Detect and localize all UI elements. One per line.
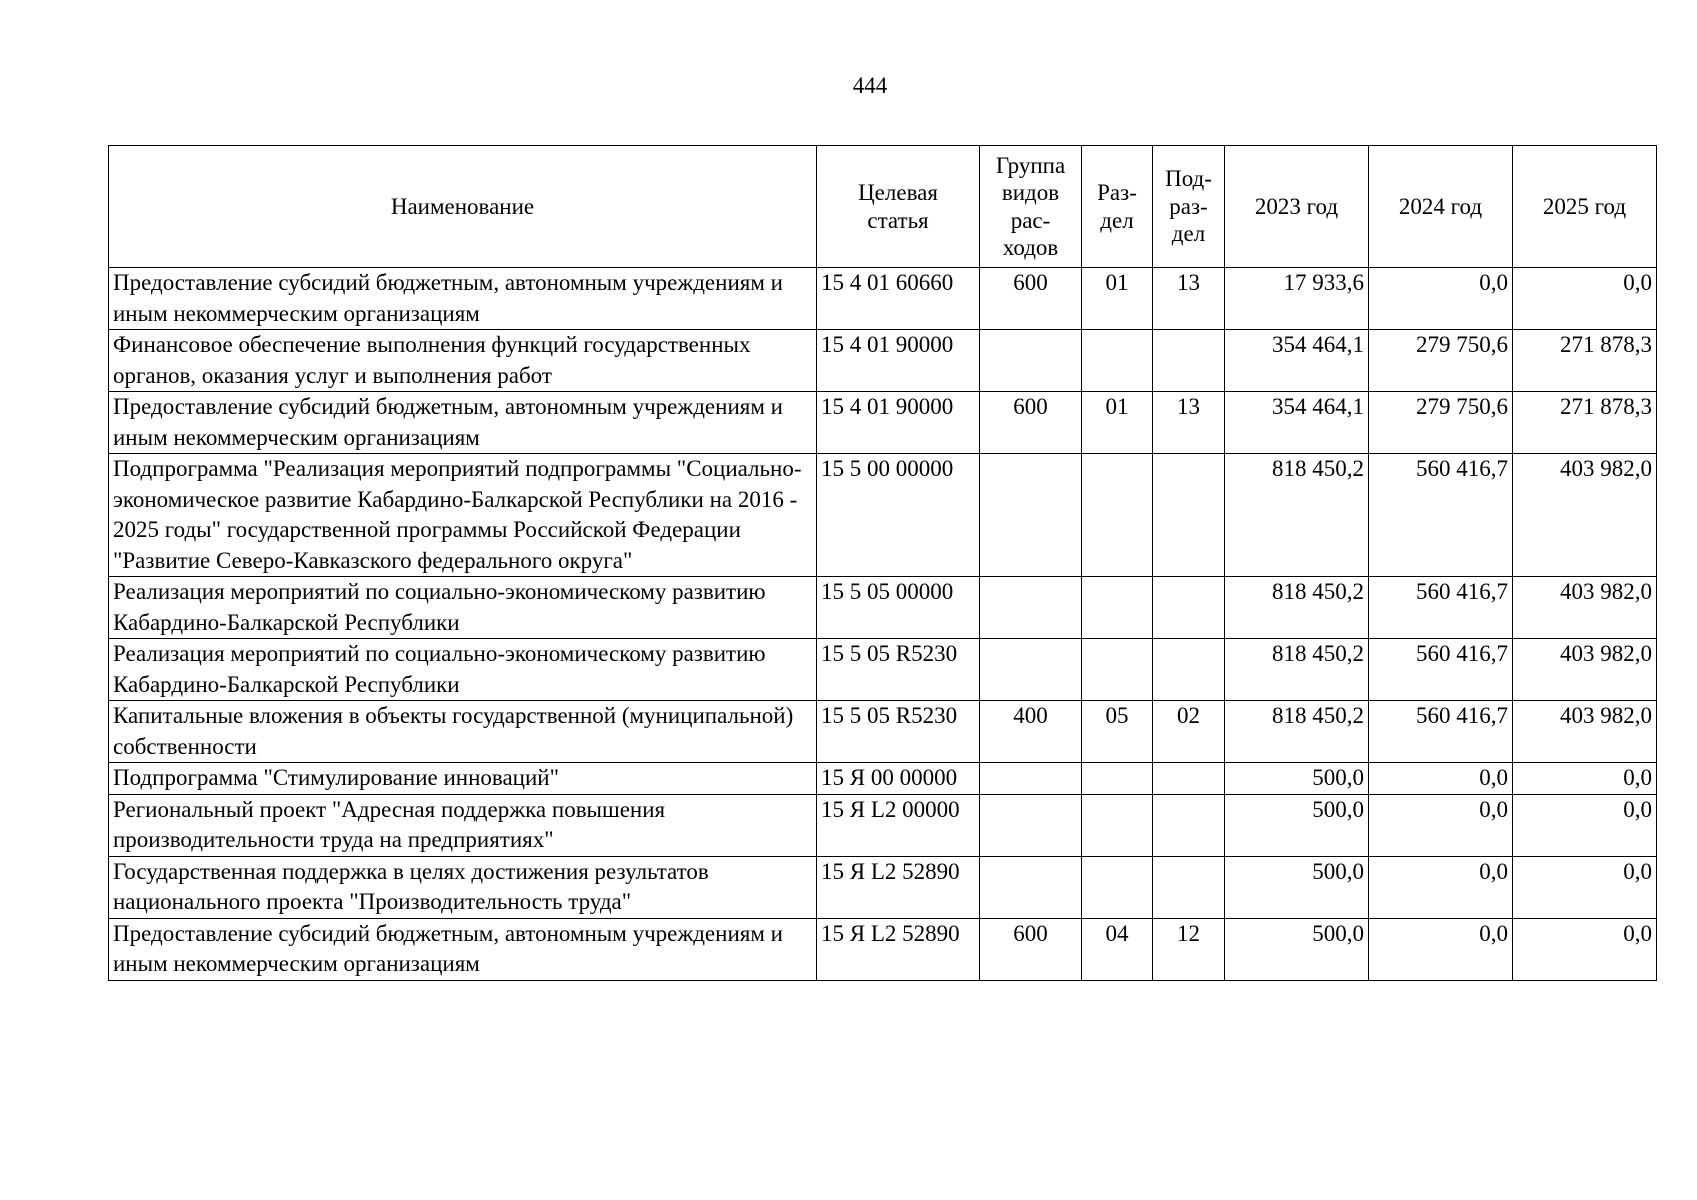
table-row <box>109 639 1657 701</box>
cell-group: 600 <box>980 918 1082 980</box>
cell-section <box>1082 763 1153 795</box>
cell-2024: 560 416,7 <box>1369 701 1513 763</box>
cell-name: Предоставление субсидий бюджетным, автономным учреждениям и иным некоммерческим организациям <box>109 268 817 330</box>
table-row <box>109 763 1657 795</box>
cell-2024: 0,0 <box>1369 763 1513 795</box>
cell-target: 15 4 01 90000 <box>817 392 980 454</box>
cell-2023: 500,0 <box>1225 856 1369 918</box>
header-section-text: Раз-дел <box>1097 180 1137 233</box>
cell-target: 15 5 05 R5230 <box>817 701 980 763</box>
cell-name: Региональный проект "Адресная поддержка повышения производительности труда на предприятиях" <box>109 794 817 856</box>
header-subsection-text: Под-раз-дел <box>1165 166 1212 247</box>
cell-section <box>1082 856 1153 918</box>
table-row <box>109 918 1657 980</box>
table-row <box>109 330 1657 392</box>
cell-target: 15 5 05 00000 <box>817 577 980 639</box>
cell-name: Финансовое обеспечение выполнения функций государственных органов, оказания услуг и выполнения работ <box>109 330 817 392</box>
cell-subsection <box>1153 577 1225 639</box>
cell-subsection <box>1153 856 1225 918</box>
cell-name: Подпрограмма "Стимулирование инноваций" <box>109 763 817 795</box>
cell-2024: 0,0 <box>1369 856 1513 918</box>
cell-2024: 279 750,6 <box>1369 330 1513 392</box>
cell-name: Реализация мероприятий по социально-экономическому развитию Кабардино-Балкарской Республики <box>109 577 817 639</box>
cell-name: Предоставление субсидий бюджетным, автономным учреждениям и иным некоммерческим организациям <box>109 392 817 454</box>
cell-2023: 818 450,2 <box>1225 701 1369 763</box>
cell-group: 600 <box>980 392 1082 454</box>
cell-2025: 0,0 <box>1513 856 1657 918</box>
cell-section <box>1082 794 1153 856</box>
cell-2025: 0,0 <box>1513 763 1657 795</box>
page-number: 444 <box>852 73 888 98</box>
cell-group: 600 <box>980 268 1082 330</box>
cell-section: 05 <box>1082 701 1153 763</box>
cell-group <box>980 577 1082 639</box>
cell-2023: 818 450,2 <box>1225 639 1369 701</box>
header-subsection <box>1153 146 1225 268</box>
cell-target: 15 5 05 R5230 <box>817 639 980 701</box>
cell-group <box>980 794 1082 856</box>
cell-target: 15 4 01 60660 <box>817 268 980 330</box>
cell-2023: 354 464,1 <box>1225 330 1369 392</box>
cell-section: 01 <box>1082 392 1153 454</box>
cell-2024: 560 416,7 <box>1369 454 1513 577</box>
table-row <box>109 794 1657 856</box>
cell-subsection: 12 <box>1153 918 1225 980</box>
cell-subsection: 02 <box>1153 701 1225 763</box>
header-group-text: Группа видов рас-ходов <box>995 152 1066 260</box>
cell-subsection <box>1153 639 1225 701</box>
cell-2023: 500,0 <box>1225 918 1369 980</box>
cell-section <box>1082 639 1153 701</box>
cell-group <box>980 330 1082 392</box>
cell-2025: 403 982,0 <box>1513 577 1657 639</box>
cell-section <box>1082 454 1153 577</box>
cell-2025: 271 878,3 <box>1513 392 1657 454</box>
cell-section: 04 <box>1082 918 1153 980</box>
cell-2025: 0,0 <box>1513 918 1657 980</box>
cell-2023: 500,0 <box>1225 763 1369 795</box>
table-header-row <box>109 146 1657 268</box>
cell-name: Предоставление субсидий бюджетным, автономным учреждениям и иным некоммерческим организациям <box>109 918 817 980</box>
cell-name: Реализация мероприятий по социально-экономическому развитию Кабардино-Балкарской Республики <box>109 639 817 701</box>
cell-subsection <box>1153 330 1225 392</box>
cell-2024: 0,0 <box>1369 918 1513 980</box>
header-target-text: Целевая статья <box>858 180 938 233</box>
cell-2023: 818 450,2 <box>1225 454 1369 577</box>
cell-name: Капитальные вложения в объекты государственной (муниципальной) собственности <box>109 701 817 763</box>
cell-section <box>1082 330 1153 392</box>
cell-2025: 0,0 <box>1513 268 1657 330</box>
cell-target: 15 5 00 00000 <box>817 454 980 577</box>
cell-subsection: 13 <box>1153 268 1225 330</box>
header-2023: 2023 год <box>1225 146 1369 268</box>
header-2024: 2024 год <box>1369 146 1513 268</box>
cell-2024: 279 750,6 <box>1369 392 1513 454</box>
cell-subsection <box>1153 763 1225 795</box>
table-row <box>109 577 1657 639</box>
cell-group <box>980 454 1082 577</box>
table-row <box>109 268 1657 330</box>
cell-target: 15 Я L2 52890 <box>817 918 980 980</box>
cell-2025: 0,0 <box>1513 794 1657 856</box>
cell-name: Государственная поддержка в целях достижения результатов национального проекта "Производительность труда" <box>109 856 817 918</box>
table-row <box>109 454 1657 577</box>
cell-subsection <box>1153 794 1225 856</box>
cell-2023: 500,0 <box>1225 794 1369 856</box>
cell-group <box>980 763 1082 795</box>
cell-subsection <box>1153 454 1225 577</box>
cell-2025: 271 878,3 <box>1513 330 1657 392</box>
cell-2025: 403 982,0 <box>1513 701 1657 763</box>
budget-table <box>108 145 1657 981</box>
table-row <box>109 856 1657 918</box>
cell-2025: 403 982,0 <box>1513 639 1657 701</box>
table-row <box>109 392 1657 454</box>
cell-2025: 403 982,0 <box>1513 454 1657 577</box>
cell-subsection: 13 <box>1153 392 1225 454</box>
cell-group <box>980 856 1082 918</box>
cell-target: 15 Я L2 52890 <box>817 856 980 918</box>
cell-target: 15 Я 00 00000 <box>817 763 980 795</box>
cell-2024: 560 416,7 <box>1369 639 1513 701</box>
cell-group: 400 <box>980 701 1082 763</box>
table-body <box>109 268 1657 981</box>
cell-target: 15 Я L2 00000 <box>817 794 980 856</box>
cell-section <box>1082 577 1153 639</box>
cell-2023: 354 464,1 <box>1225 392 1369 454</box>
header-target <box>817 146 980 268</box>
cell-section: 01 <box>1082 268 1153 330</box>
cell-name: Подпрограмма "Реализация мероприятий подпрограммы "Социально-экономическое развитие Кабардино-Балкарской Республики на 2016 - 2025 годы" государственной программы Российской Федерации "Развитие Северо-Кавказского федерального округа" <box>109 454 817 577</box>
cell-target: 15 4 01 90000 <box>817 330 980 392</box>
header-name: Наименование <box>109 146 817 268</box>
cell-2023: 17 933,6 <box>1225 268 1369 330</box>
cell-2023: 818 450,2 <box>1225 577 1369 639</box>
cell-2024: 0,0 <box>1369 268 1513 330</box>
header-section <box>1082 146 1153 268</box>
cell-2024: 0,0 <box>1369 794 1513 856</box>
table-row <box>109 701 1657 763</box>
cell-group <box>980 639 1082 701</box>
header-group <box>980 146 1082 268</box>
cell-2024: 560 416,7 <box>1369 577 1513 639</box>
header-2025: 2025 год <box>1513 146 1657 268</box>
